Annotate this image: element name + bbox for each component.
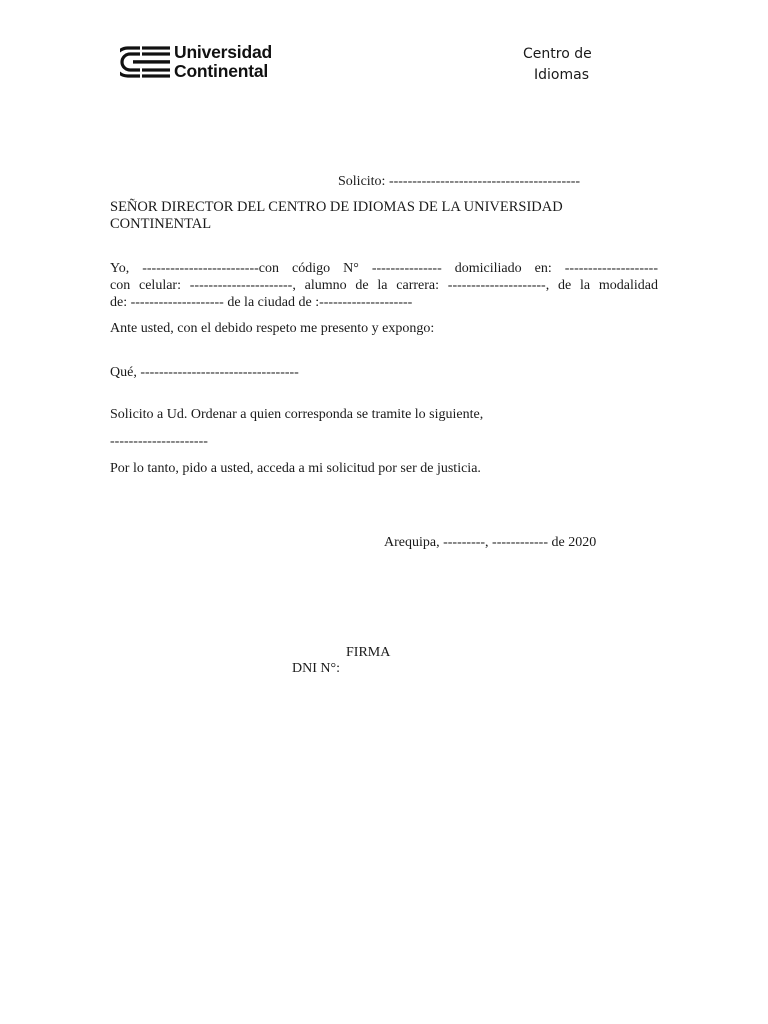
applicant-line-2: con celular: ----------------------, alumno de la carrera: ---------------------, de la modalidad — [110, 278, 658, 293]
dept-line-idiomas: Idiomas — [534, 67, 589, 83]
dept-line-centro: Centro de — [523, 46, 592, 62]
applicant-line-1: Yo, -------------------------con código N° --------------- domiciliado en: -------------------- — [110, 261, 658, 276]
que-paragraph: Qué, ---------------------------------- — [110, 365, 299, 380]
logo-line-continental: Continental — [174, 61, 269, 81]
dni-label: DNI N°: — [292, 661, 340, 676]
department-heading — [510, 44, 610, 86]
solicito-field: Solicito: ----------------------------------------- — [338, 174, 581, 189]
signature-label: FIRMA — [346, 645, 391, 660]
university-logo — [120, 43, 272, 81]
ante-usted-paragraph: Ante usted, con el debido respeto me presento y expongo: — [110, 321, 435, 336]
request-paragraph: Solicito a Ud. Ordenar a quien corresponda se tramite lo siguiente, — [110, 407, 484, 422]
request-blank-line: --------------------- — [110, 434, 208, 449]
date-line: Arequipa, ---------, ------------ de 2020 — [384, 535, 597, 550]
closing-paragraph: Por lo tanto, pido a usted, acceda a mi solicitud por ser de justicia. — [110, 461, 481, 476]
addressee-heading: SEÑOR DIRECTOR DEL CENTRO DE IDIOMAS DE LA UNIVERSIDAD CONTINENTAL — [110, 199, 563, 232]
logo-wordmark — [174, 43, 272, 81]
applicant-line-3: de: -------------------- de la ciudad de :-------------------- — [110, 295, 413, 310]
continental-logo-icon — [120, 45, 172, 79]
applicant-paragraph — [110, 260, 658, 311]
logo-line-universidad: Universidad — [174, 42, 272, 62]
